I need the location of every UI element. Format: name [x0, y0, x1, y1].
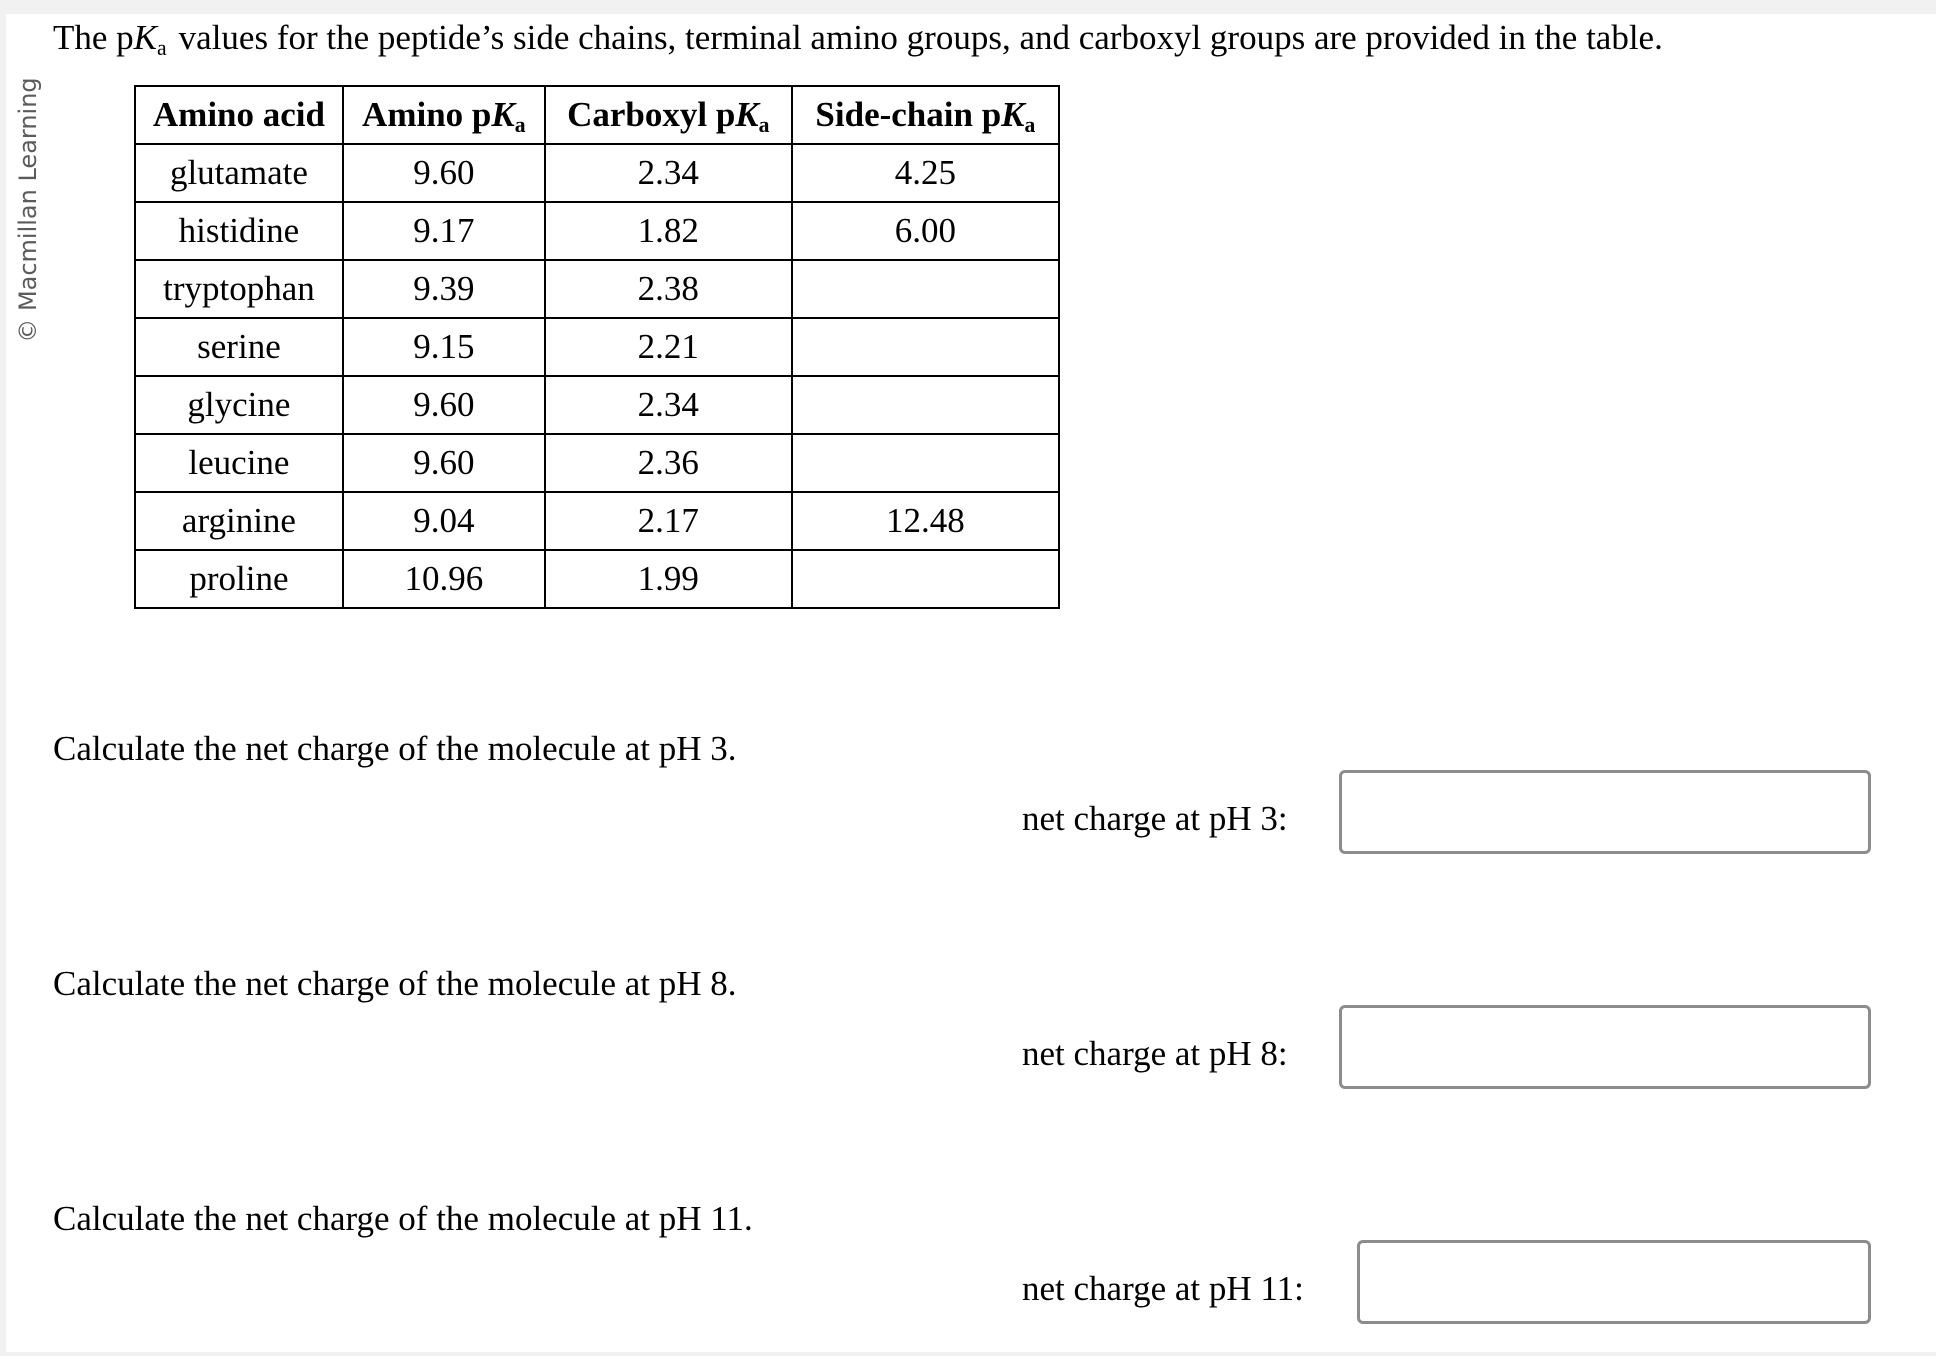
amino-acid-name: glutamate [135, 144, 343, 202]
table-row [135, 434, 1059, 492]
carboxyl-pka-value: 1.82 [545, 202, 792, 260]
amino-pka-value: 9.60 [343, 376, 545, 434]
carboxyl-pka-value: 2.38 [545, 260, 792, 318]
side-chain-pka-value [792, 434, 1059, 492]
table-row [135, 550, 1059, 608]
header-carboxyl-pka: Carboxyl $pK_a$ [545, 86, 792, 144]
side-chain-pka-value [792, 376, 1059, 434]
table-header-row [135, 86, 1059, 144]
side-chain-pka-value: 6.00 [792, 202, 1059, 260]
side-chain-pka-value: 4.25 [792, 144, 1059, 202]
question-ph8-prompt: Calculate the net charge of the molecule at pH 8. [53, 964, 737, 1003]
side-chain-pka-value: 12.48 [792, 492, 1059, 550]
table-row [135, 260, 1059, 318]
amino-pka-value: 9.04 [343, 492, 545, 550]
table-row [135, 376, 1059, 434]
answer-label-ph3: net charge at pH 3: [1022, 799, 1288, 838]
table-row [135, 202, 1059, 260]
net-charge-ph8-input[interactable] [1339, 1005, 1871, 1089]
amino-acid-name: proline [135, 550, 343, 608]
carboxyl-pka-value: 2.17 [545, 492, 792, 550]
carboxyl-pka-value: 1.99 [545, 550, 792, 608]
header-side-chain-pka: Side-chain $pK_a$ [792, 86, 1059, 144]
answer-label-ph8: net charge at pH 8: [1022, 1034, 1288, 1073]
amino-acid-name: leucine [135, 434, 343, 492]
amino-pka-value: 9.60 [343, 144, 545, 202]
pka-table [134, 85, 1060, 609]
amino-pka-value: 10.96 [343, 550, 545, 608]
amino-acid-name: arginine [135, 492, 343, 550]
table-row [135, 318, 1059, 376]
carboxyl-pka-value: 2.36 [545, 434, 792, 492]
question-ph11-prompt: Calculate the net charge of the molecule at pH 11. [53, 1199, 753, 1238]
side-chain-pka-value [792, 318, 1059, 376]
amino-acid-name: serine [135, 318, 343, 376]
side-chain-pka-value [792, 260, 1059, 318]
amino-pka-value: 9.17 [343, 202, 545, 260]
intro-pka-symbol: The $pK_a$ [53, 18, 167, 61]
copyright-watermark [8, 60, 48, 360]
amino-acid-name: tryptophan [135, 260, 343, 318]
carboxyl-pka-value: 2.34 [545, 376, 792, 434]
carboxyl-pka-value: 2.34 [545, 144, 792, 202]
amino-acid-name: histidine [135, 202, 343, 260]
header-amino-acid: Amino acid [135, 86, 343, 144]
net-charge-ph11-input[interactable] [1357, 1240, 1871, 1324]
copyright-watermark-text: © Macmillan Learning [14, 77, 42, 343]
carboxyl-pka-value: 2.21 [545, 318, 792, 376]
table-row [135, 492, 1059, 550]
table-row [135, 144, 1059, 202]
question-ph3-prompt: Calculate the net charge of the molecule at pH 3. [53, 729, 737, 768]
net-charge-ph3-input[interactable] [1339, 770, 1871, 854]
intro-description: values for the peptide’s side chains, terminal amino groups, and carboxyl groups are provided in the table. [178, 18, 1663, 57]
header-amino-pka: Amino $pK_a$ [343, 86, 545, 144]
amino-pka-value: 9.15 [343, 318, 545, 376]
answer-label-ph11: net charge at pH 11: [1022, 1269, 1304, 1308]
amino-pka-value: 9.39 [343, 260, 545, 318]
amino-pka-value: 9.60 [343, 434, 545, 492]
intro-text [53, 16, 1663, 60]
side-chain-pka-value [792, 550, 1059, 608]
amino-acid-name: glycine [135, 376, 343, 434]
